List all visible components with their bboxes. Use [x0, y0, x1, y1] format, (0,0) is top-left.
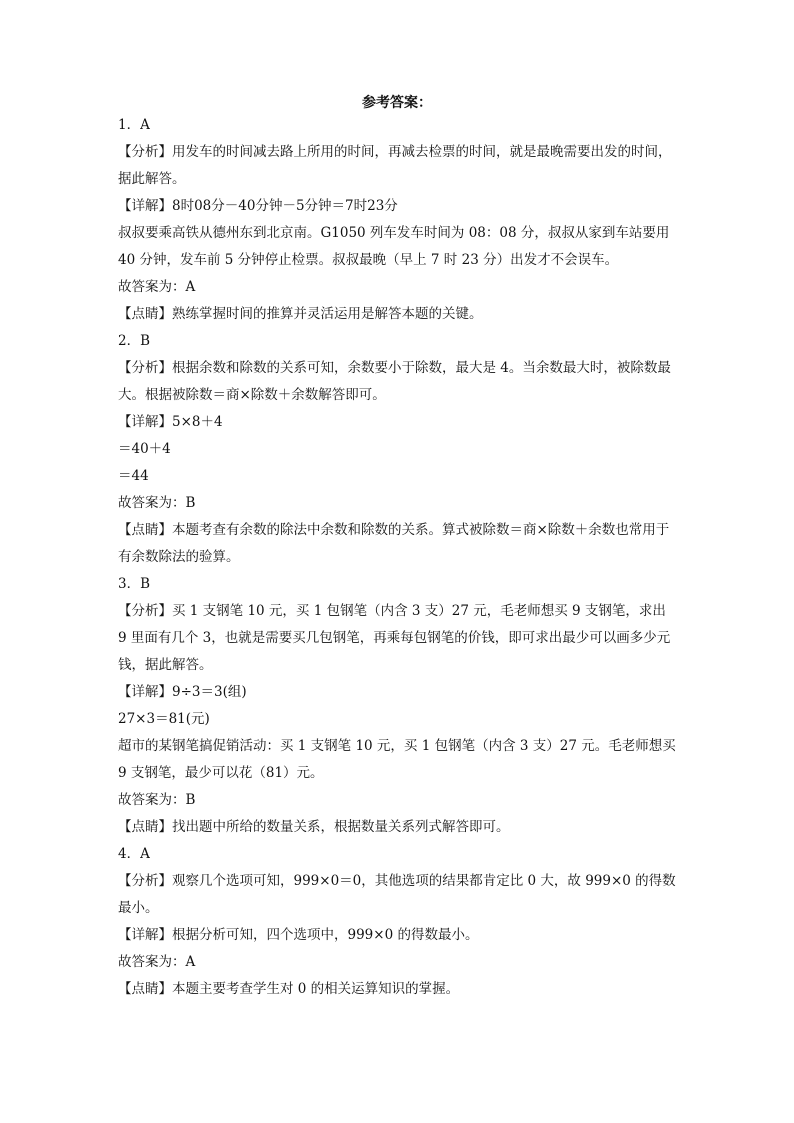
q4-detail: 【详解】根据分析可知，四个选项中，999×0 的得数最小。	[118, 927, 479, 943]
q3-explanation: 超市的某钢笔搞促销活动：买 1 支钢笔 10 元，买 1 包钢笔（内含 3 支）27 元。毛老师想买 9 支钢笔，最少可以花（81）元。	[118, 738, 681, 781]
q2-step-2: ＝44	[118, 468, 149, 484]
q2-analysis: 【分析】根据余数和除数的关系可知，余数要小于除数，最大是 4。当余数最大时，被除数最大。根据被除数＝商×除数＋余数解答即可。	[118, 360, 671, 403]
q3-analysis: 【分析】买 1 支钢笔 10 元，买 1 包钢笔（内含 3 支）27 元，毛老师想买 9 支钢笔，求出 9 里面有几个 3，也就是需要买几包钢笔，再乘每包钢笔的价钱，即可求出最少可以画多少元钱，据此解答。	[118, 603, 671, 673]
page-title: 参考答案：	[362, 95, 432, 111]
q1-explanation: 叔叔要乘高铁从德州东到北京南。G1050 列车发车时间为 08：08 分，叔叔从家到车站要用 40 分钟，发车前 5 分钟停止检票。叔叔最晚（早上 7 时 23 分）出发才不会误车。	[118, 225, 674, 268]
q2-comment: 【点睛】本题考查有余数的除法中余数和除数的关系。算式被除数＝商×除数＋余数也常用于有余数除法的验算。	[118, 522, 670, 565]
q2-step-1: ＝40＋4	[118, 441, 171, 457]
q4-conclusion: 故答案为：A	[118, 954, 196, 970]
q1-analysis: 【分析】用发车的时间减去路上所用的时间，再减去检票的时间，就是最晚需要出发的时间，据此解答。	[118, 144, 672, 187]
answer-content	[118, 112, 681, 1003]
q3-detail: 【详解】9÷3＝3(组)	[118, 684, 247, 700]
q1-comment: 【点睛】熟练掌握时间的推算并灵活运用是解答本题的关键。	[118, 306, 483, 322]
q2-answer: 2．B	[118, 333, 151, 349]
q2-conclusion: 故答案为：B	[118, 495, 196, 511]
q3-comment: 【点睛】找出题中所给的数量关系，根据数量关系列式解答即可。	[118, 819, 510, 835]
q1-conclusion: 故答案为：A	[118, 279, 196, 295]
q2-detail: 【详解】5×8＋4	[118, 414, 223, 430]
q3-conclusion: 故答案为：B	[118, 792, 196, 808]
q3-answer: 3．B	[118, 576, 151, 592]
q4-comment: 【点睛】本题主要考查学生对 0 的相关运算知识的掌握。	[118, 981, 460, 997]
q4-analysis: 【分析】观察几个选项可知，999×0＝0，其他选项的结果都肯定比 0 大，故 999×0 的得数最小。	[118, 873, 676, 916]
q4-answer: 4．A	[118, 846, 150, 862]
q1-answer: 1．A	[118, 117, 150, 133]
q3-step-1: 27×3＝81(元)	[118, 711, 210, 727]
q1-detail: 【详解】8时08分－40分钟－5分钟＝7时23分	[118, 198, 398, 214]
